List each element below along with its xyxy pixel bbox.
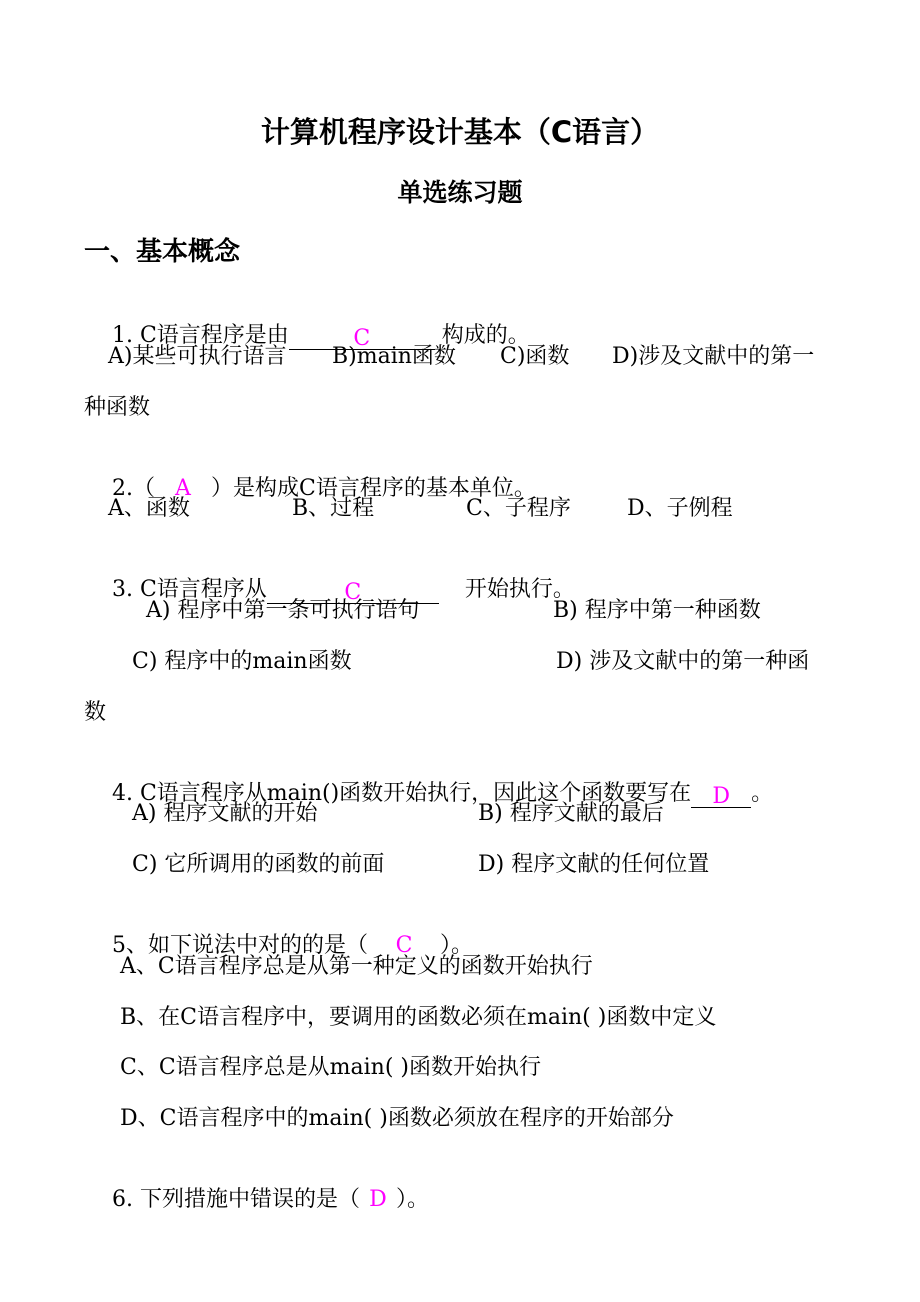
q3-option-b: B) 程序中第一种函数 [553, 598, 761, 623]
question-4-tail: 。 [751, 781, 774, 806]
question-6-answer: D [369, 1187, 387, 1212]
question-5-tail: ）。 [439, 933, 473, 958]
q4-option-a: A) 程序文献的开始 [132, 801, 318, 826]
document-title: 计算机程序设计基本（C语言） [260, 115, 660, 149]
q5-option-a: A、C语言程序总是从第一种定义的函数开始执行 [120, 954, 593, 979]
q4-option-d: D) 程序文献的任何位置 [478, 852, 710, 877]
section-heading: 一、基本概念 [84, 237, 241, 267]
question-1-stem: 1. C语言程序是由 [111, 323, 289, 348]
q4-option-c: C) 它所调用的函数的前面 [132, 852, 385, 877]
question-1-tail: 构成的。 [434, 323, 530, 348]
question-3-stem: 3. C语言程序从 [111, 577, 267, 602]
q3-option-c: C) 程序中的main函数 [132, 649, 352, 674]
q2-option-a: A、函数 [108, 496, 190, 521]
question-2-stem: 2.（ [111, 476, 155, 501]
q1-option-b: B)main函数 [332, 344, 456, 369]
q2-option-d: D、子例程 [627, 496, 733, 521]
q1-option-d: D)涉及文献中的第一 [612, 344, 815, 369]
q5-option-b: B、在C语言程序中，要调用的函数必须在main( )函数中定义 [120, 1005, 717, 1030]
q3-option-a: A) 程序中第一条可执行语句 [146, 598, 420, 623]
question-2-tail: ）是构成C语言程序的基本单位。 [210, 476, 536, 501]
q3-option-d: D) 涉及文献中的第一种函 [556, 649, 810, 674]
q4-option-b: B) 程序文献的最后 [478, 801, 664, 826]
q5-option-d: D、C语言程序中的main( )函数必须放在程序的开始部分 [120, 1106, 674, 1131]
answer-blank [691, 785, 751, 808]
q1-option-c: C)函数 [500, 344, 570, 369]
question-2-answer: A [175, 476, 191, 501]
question-3-answer: C [344, 580, 362, 605]
q2-option-b: B、过程 [292, 496, 375, 521]
q1-option-d-wrap: 种函数 [84, 395, 151, 420]
question-6-stem: 6. 下列措施中错误的是（ [111, 1187, 360, 1212]
question-5-answer: C [395, 933, 413, 958]
question-5-stem: 5、如下说法中对的的是（ [111, 933, 368, 958]
question-3-tail: 开始执行。 [464, 577, 575, 602]
question-6-tail: ）。 [395, 1187, 429, 1212]
question-6 [84, 1155, 429, 1245]
q2-option-c: C、子程序 [466, 496, 571, 521]
q1-option-a: A)某些可执行语言 [108, 344, 287, 369]
q3-option-d-wrap: 数 [84, 700, 107, 725]
document-subtitle: 单选练习题 [397, 178, 523, 207]
q5-option-c: C、C语言程序总是从main( )函数开始执行 [120, 1055, 542, 1080]
question-1-answer: C [353, 326, 371, 351]
question-4-answer: D [712, 784, 730, 809]
question-4-stem: 4. C语言程序从main()函数开始执行，因此这个函数要写在 [111, 781, 692, 806]
